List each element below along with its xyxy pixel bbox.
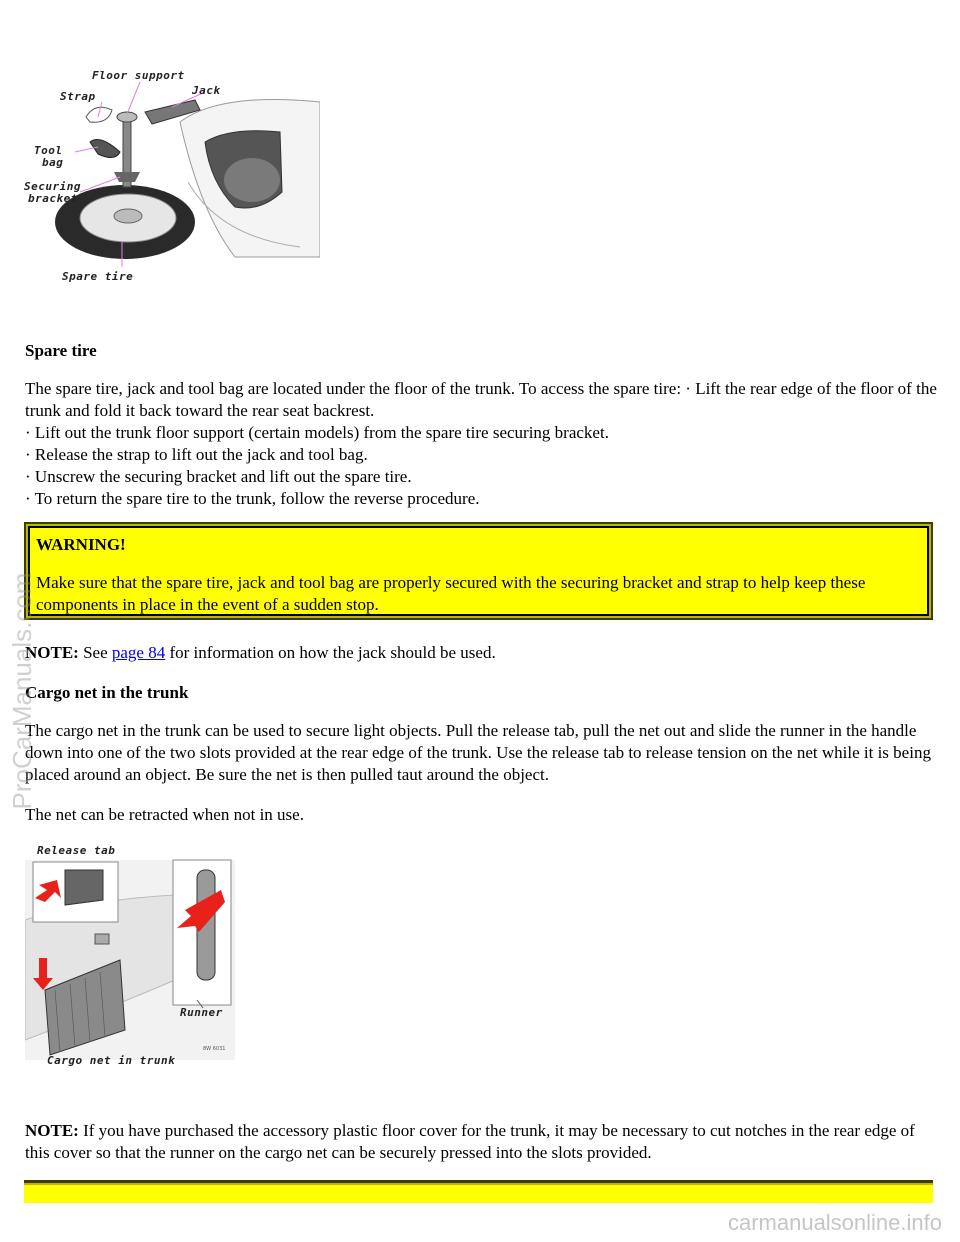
release-tab-shape [65, 870, 103, 905]
label-securing-bracket-2: bracket [28, 192, 78, 205]
next-warning-box-edge [24, 1180, 933, 1203]
page-84-link[interactable]: page 84 [111, 643, 166, 662]
spare-tire-body [25, 378, 937, 510]
cargo-net-illustration [25, 840, 235, 1070]
figure-code: 8W 6031 [203, 1046, 226, 1052]
side-watermark [2, 480, 37, 900]
spare-tire-step-1: · Lift out the trunk floor support (certain models) from the spare tire securing bracket. [25, 423, 609, 442]
cargo-net-body [25, 720, 937, 786]
spare-tire-heading: Spare tire [25, 341, 97, 360]
note-text-before: See [78, 643, 112, 662]
bracket-washer [114, 172, 140, 182]
note-label: NOTE: [25, 643, 79, 662]
cargo-net-section [25, 682, 937, 704]
note-floor-cover [25, 1120, 937, 1164]
spare-tire-step-2: · Release the strap to lift out the jack and tool bag. [25, 445, 368, 464]
note2-label: NOTE: [25, 1121, 79, 1140]
label-spare-tire: Spare tire [62, 270, 134, 283]
bottom-watermark: carmanualsonline.info [727, 1210, 942, 1235]
label-runner: Runner [180, 1006, 223, 1019]
spare-tire-step-4: · To return the spare tire to the trunk, follow the reverse procedure. [25, 489, 480, 508]
spare-tire-illustration [20, 62, 320, 287]
spare-tire-intro: The spare tire, jack and tool bag are located under the floor of the trunk. To access the spare tire: · Lift the rear edge of the floor of the trunk and fold it back toward the rear seat backrest. [25, 379, 937, 420]
cargo-net-heading: Cargo net in the trunk [25, 683, 189, 702]
note2-text: If you have purchased the accessory plastic floor cover for the trunk, it may be necessary to cut notches in the rear edge of this cover so that the runner on the cargo net can be securely pressed into the slots provided. [25, 1121, 915, 1162]
spare-tire-section [25, 340, 937, 362]
spare-tire-step-3: · Unscrew the securing bracket and lift out the spare tire. [25, 467, 412, 486]
warning-text: Make sure that the spare tire, jack and tool bag are properly secured with the securing bracket and strap to help keep these components in place in the event of a sudden stop. [36, 573, 866, 614]
label-securing-bracket-1: Securing [24, 180, 81, 193]
label-release-tab: Release tab [37, 844, 116, 857]
label-tool-bag-1: Tool [34, 144, 63, 157]
cargo-net-paragraph-2: The net can be retracted when not in use. [25, 805, 304, 824]
note-text-after: for information on how the jack should be used. [165, 643, 496, 662]
spare-tire-hub [114, 209, 142, 223]
label-floor-support: Floor support [92, 69, 185, 82]
note-jack [25, 642, 937, 664]
side-watermark-text: ProCarManuals.com [7, 572, 37, 810]
cargo-net-paragraph-1: The cargo net in the trunk can be used to secure light objects. Pull the release tab, pull the net out and slide the runner in the handle down into one of the two slots provided at the rear edge of the trunk. Use the release tab to release tension on the net while it is being placed around an object. Be sure the net is then pulled taut around the object. [25, 721, 931, 784]
cargo-net-retract [25, 804, 937, 826]
label-cargo-net: Cargo net in trunk [47, 1054, 176, 1067]
slot-shape [95, 934, 109, 944]
label-tool-bag-2: bag [42, 156, 64, 169]
tool-bag-shape [90, 140, 120, 158]
label-jack: Jack [192, 84, 221, 97]
warning-title: WARNING! [36, 535, 126, 554]
trunk-well [224, 158, 280, 202]
warning-box [24, 522, 933, 620]
label-strap: Strap [60, 90, 96, 103]
